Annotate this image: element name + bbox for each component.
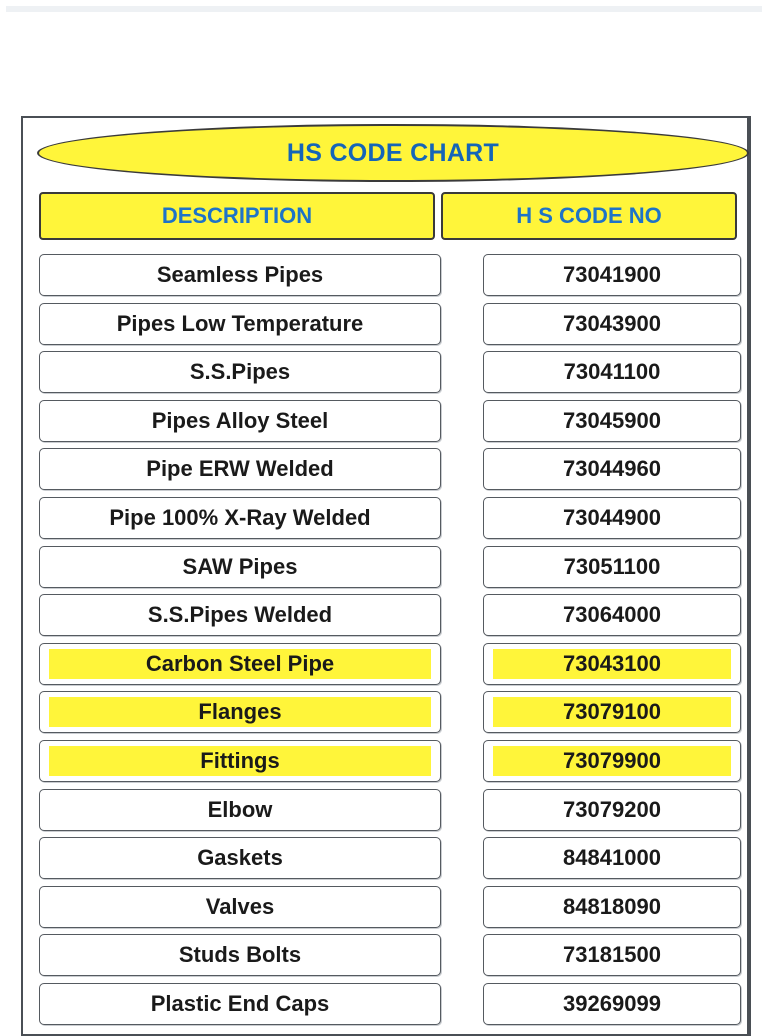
description-text: S.S.Pipes bbox=[189, 359, 291, 384]
row-description bbox=[39, 546, 441, 588]
hs-code-text: 73045900 bbox=[563, 408, 661, 433]
row-description bbox=[39, 643, 441, 685]
row-description bbox=[39, 448, 441, 490]
description-text: Pipe 100% X-Ray Welded bbox=[109, 505, 371, 530]
row-hs-code bbox=[483, 740, 741, 782]
hs-code-text: 73041900 bbox=[563, 262, 661, 287]
row-hs-code bbox=[483, 594, 741, 636]
row-hs-code bbox=[483, 448, 741, 490]
row-hs-code bbox=[483, 497, 741, 539]
description-text: Valves bbox=[205, 894, 275, 919]
row-hs-code bbox=[483, 789, 741, 831]
description-text: Elbow bbox=[207, 797, 273, 822]
hs-code-text: 73051100 bbox=[563, 554, 661, 579]
row-hs-code bbox=[483, 254, 741, 296]
description-text: Pipe ERW Welded bbox=[146, 456, 334, 481]
row-description bbox=[39, 691, 441, 733]
hs-code-chart bbox=[21, 116, 751, 1036]
top-band bbox=[6, 6, 762, 12]
row-hs-code bbox=[483, 983, 741, 1025]
row-hs-code bbox=[483, 886, 741, 928]
row-description bbox=[39, 789, 441, 831]
row-description bbox=[39, 983, 441, 1025]
row-description bbox=[39, 303, 441, 345]
row-hs-code bbox=[483, 691, 741, 733]
hs-code-text: 73064000 bbox=[563, 602, 661, 627]
row-hs-code bbox=[483, 546, 741, 588]
description-text: Plastic End Caps bbox=[150, 991, 330, 1016]
description-text: Pipes Low Temperature bbox=[116, 311, 364, 336]
hs-code-text: 73044900 bbox=[563, 505, 661, 530]
description-text: Carbon Steel Pipe bbox=[49, 649, 431, 679]
hs-code-text: 73079200 bbox=[563, 797, 661, 822]
row-hs-code bbox=[483, 643, 741, 685]
hs-code-text: 73043100 bbox=[493, 649, 731, 679]
row-hs-code bbox=[483, 934, 741, 976]
hs-code-text: 84818090 bbox=[563, 894, 661, 919]
row-description bbox=[39, 934, 441, 976]
row-description bbox=[39, 740, 441, 782]
row-hs-code bbox=[483, 303, 741, 345]
hs-code-text: 73041100 bbox=[563, 359, 661, 384]
description-text: S.S.Pipes Welded bbox=[147, 602, 333, 627]
hs-code-text: 73079900 bbox=[493, 746, 731, 776]
row-hs-code bbox=[483, 837, 741, 879]
hs-code-text: 73043900 bbox=[563, 311, 661, 336]
row-description bbox=[39, 351, 441, 393]
row-description bbox=[39, 497, 441, 539]
hs-code-text: 84841000 bbox=[563, 845, 661, 870]
chart-title: HS CODE CHART bbox=[37, 124, 749, 182]
row-hs-code bbox=[483, 400, 741, 442]
description-text: Seamless Pipes bbox=[156, 262, 324, 287]
hs-code-text: 39269099 bbox=[563, 991, 661, 1016]
description-text: Flanges bbox=[49, 697, 431, 727]
hs-code-text: 73181500 bbox=[563, 942, 661, 967]
row-description bbox=[39, 594, 441, 636]
code-column-header: H S CODE NO bbox=[441, 192, 737, 240]
description-text: SAW Pipes bbox=[182, 554, 298, 579]
description-text: Gaskets bbox=[197, 845, 283, 870]
description-text: Studs Bolts bbox=[178, 942, 302, 967]
row-description bbox=[39, 837, 441, 879]
row-description bbox=[39, 400, 441, 442]
row-hs-code bbox=[483, 351, 741, 393]
description-text: Fittings bbox=[49, 746, 431, 776]
hs-code-text: 73044960 bbox=[563, 456, 661, 481]
hs-code-text: 73079100 bbox=[493, 697, 731, 727]
row-description bbox=[39, 254, 441, 296]
row-description bbox=[39, 886, 441, 928]
description-text: Pipes Alloy Steel bbox=[151, 408, 329, 433]
description-column-header: DESCRIPTION bbox=[39, 192, 435, 240]
